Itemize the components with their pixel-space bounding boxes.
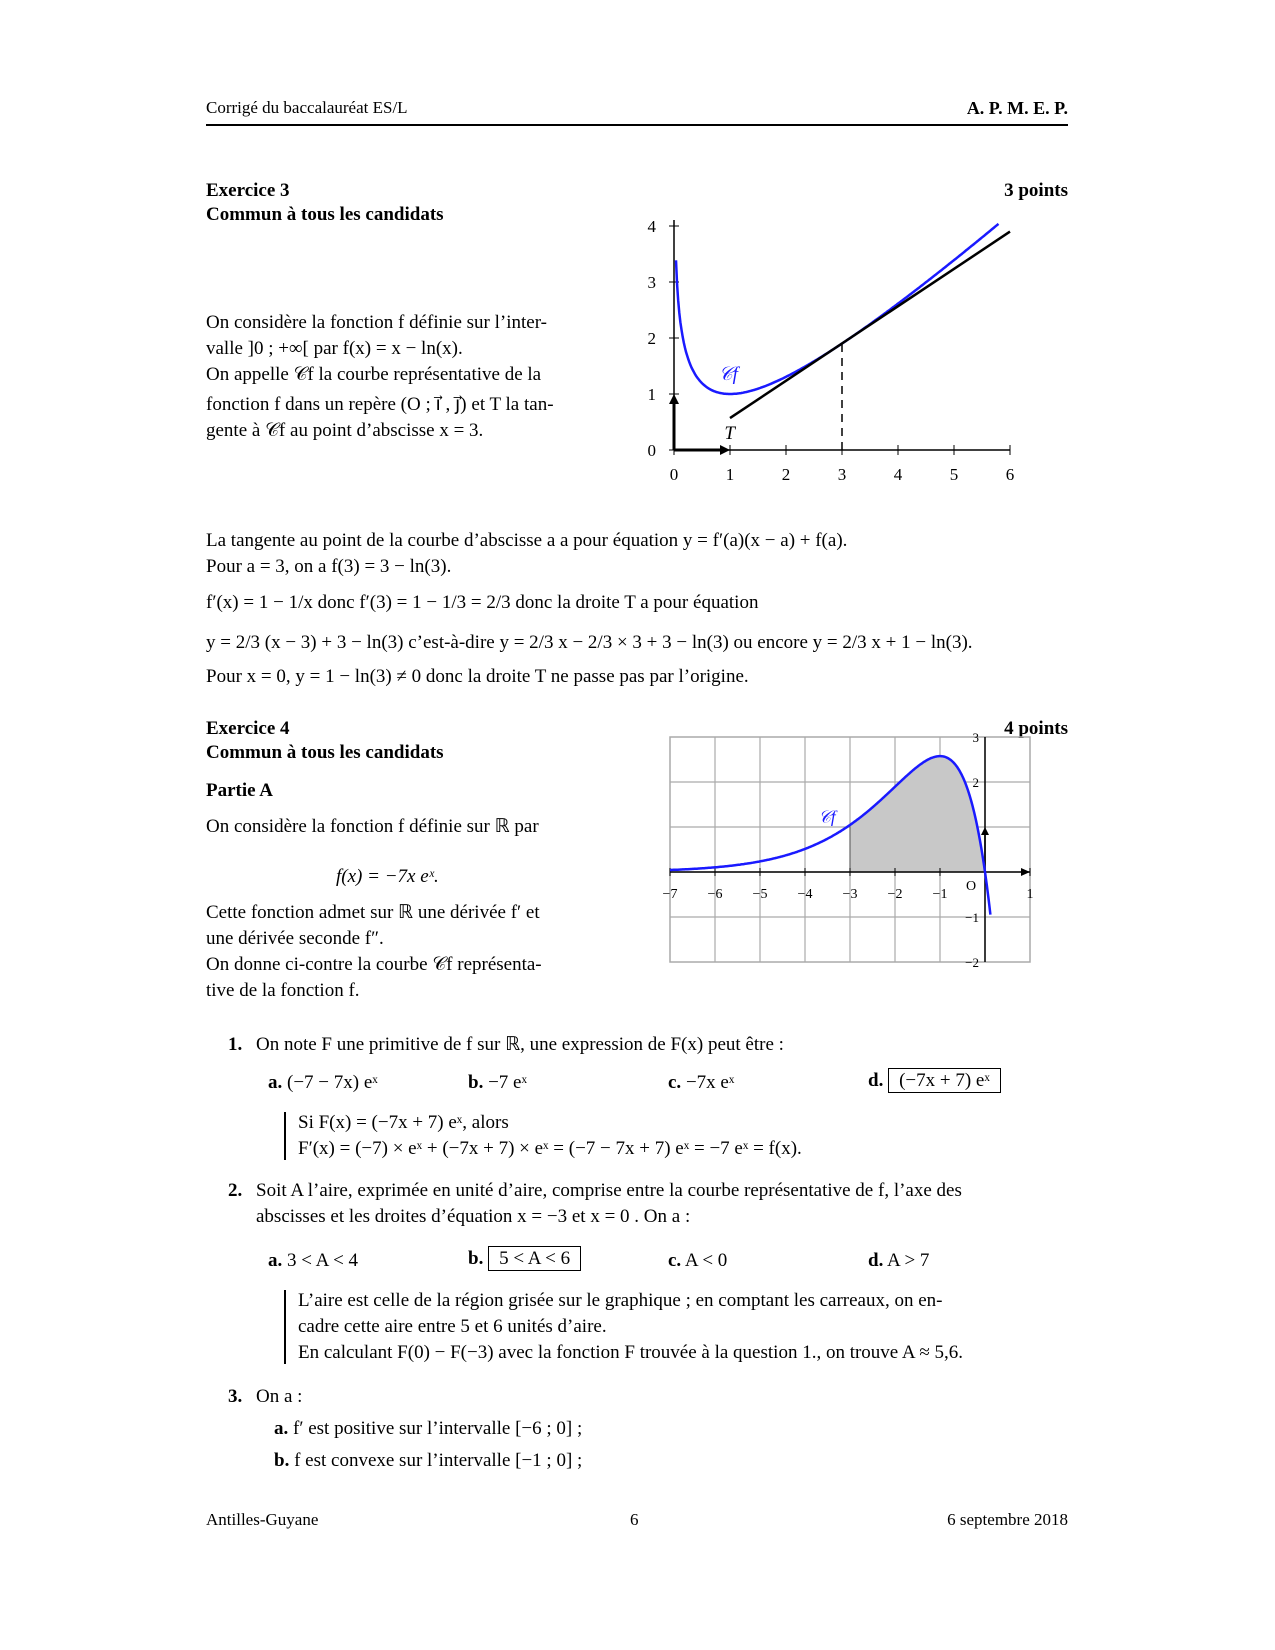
q1-option-a (268, 1070, 378, 1096)
y-tick-label: −2 (965, 955, 979, 970)
ex4-partA: Partie A (206, 780, 274, 801)
x-tick-label: −3 (842, 887, 858, 902)
y-tick-label: 4 (647, 217, 656, 236)
q2-option-d (868, 1248, 929, 1274)
option-label: a. (268, 1250, 283, 1271)
intro-line: On donne ci-contre la courbe 𝒞f représenta- (206, 954, 542, 975)
answer-line: F′(x) = (−7) × eˣ + (−7x + 7) × eˣ = (−7 − 7x + 7) eˣ = −7 eˣ = f(x). (298, 1138, 802, 1159)
ex4-intro2 (206, 900, 606, 1004)
option-label: c. (668, 1072, 682, 1093)
chart-ex4 (662, 730, 1070, 1020)
y-tick-label: 3 (647, 273, 656, 292)
ex3-intro-line: valle ]0 ; +∞[ par f(x) = x − ln(x). (206, 338, 463, 359)
x-tick-label: −1 (932, 887, 948, 902)
arrow-j (669, 394, 679, 404)
q3-num: 3. (228, 1386, 243, 1407)
footer-page: 6 (630, 1510, 639, 1529)
answer-line: L’aire est celle de la région grisée sur le graphique ; en comptant les carreaux, on en- (298, 1290, 943, 1311)
y-tick-label: 0 (647, 441, 656, 460)
answer-line: cadre cette aire entre 5 et 6 unités d’aire. (298, 1316, 607, 1337)
q1-option-c (668, 1070, 734, 1096)
y-tick-label: 2 (972, 775, 979, 790)
y-tick-label: −1 (965, 910, 979, 925)
answer-line: Si F(x) = (−7x + 7) eˣ, alors (298, 1112, 509, 1133)
intro-line: Cette fonction admet sur ℝ une dérivée f′ et (206, 902, 540, 923)
option-text: −7 eˣ (488, 1072, 527, 1093)
q2-option-b (468, 1246, 581, 1272)
tangent-line (730, 232, 1010, 418)
x-axis-arrow (1021, 868, 1030, 876)
q2-num: 2. (228, 1180, 243, 1201)
ex3-points: 3 points (1004, 180, 1068, 201)
option-text: f est convexe sur l’intervalle [−1 ; 0] ; (294, 1450, 583, 1471)
q1-option-d (868, 1068, 1001, 1094)
option-label: d. (868, 1070, 884, 1091)
ex3-solution (206, 528, 1086, 690)
ex3-subtitle: Commun à tous les candidats (206, 204, 444, 225)
option-text-boxed: (−7x + 7) eˣ (888, 1068, 1001, 1093)
x-tick-label: 3 (837, 465, 847, 484)
option-label: b. (274, 1450, 290, 1471)
arrow-i (720, 445, 730, 455)
option-label: a. (274, 1418, 289, 1439)
y-tick-label: 3 (972, 730, 979, 745)
ex4-points: 4 points (1004, 718, 1068, 739)
solution-line: Pour x = 0, y = 1 − ln(3) ≠ 0 donc la droite T ne passe pas par l’origine. (206, 666, 749, 687)
shaded-area (850, 756, 985, 872)
solution-line: f′(x) = 1 − 1/x donc f′(3) = 1 − 1/3 = 2/3 donc la droite T a pour équation (206, 592, 759, 613)
q2-answer (298, 1288, 1078, 1366)
y-tick-label: 2 (647, 329, 656, 348)
option-label: d. (868, 1250, 884, 1271)
q2-option-c (668, 1248, 727, 1274)
ex3-title: Exercice 3 (206, 180, 290, 201)
option-label: a. (268, 1072, 283, 1093)
unit-j-arrow (981, 827, 989, 835)
q1-answer (298, 1110, 802, 1162)
option-label: b. (468, 1072, 484, 1093)
option-text: A > 7 (887, 1250, 930, 1271)
ex3-intro-line: On considère la fonction f définie sur l’inter- (206, 312, 547, 333)
q3-option-b (274, 1448, 582, 1474)
answer-line: En calculant F(0) − F(−3) avec la fonction F trouvée à la question 1., on trouve A ≈ 5,6. (298, 1342, 964, 1363)
intro-line: tive de la fonction f. (206, 980, 360, 1001)
x-tick-label: −4 (797, 887, 813, 902)
q2-text (256, 1178, 1076, 1230)
x-tick-label: 1 (1026, 887, 1034, 902)
answer-bar (284, 1290, 286, 1364)
ex3-intro (206, 310, 606, 444)
x-tick-label: O (965, 879, 977, 894)
x-tick-label: −2 (887, 887, 903, 902)
solution-line: y = 2/3 (x − 3) + 3 − ln(3) c’est-à-dire y = 2/3 x − 2/3 × 3 + 3 − ln(3) ou encore y = 2/3 x + 1 − ln(3). (206, 632, 973, 653)
x-tick-label: 4 (893, 465, 903, 484)
curve-label: 𝒞f (818, 807, 836, 827)
x-tick-label: 1 (725, 465, 735, 484)
q3-option-a (274, 1416, 582, 1442)
ex3-intro-line: gente à 𝒞f au point d’abscisse x = 3. (206, 420, 484, 441)
tangent-label: T (724, 422, 735, 444)
q1-num: 1. (228, 1034, 243, 1055)
x-tick-label: −6 (707, 887, 723, 902)
header-rule (206, 124, 1068, 126)
ex4-intro1: On considère la fonction f définie sur ℝ par (206, 816, 539, 837)
q2-line: abscisses et les droites d’équation x = −3 et x = 0 . On a : (256, 1206, 691, 1227)
q2-option-a (268, 1248, 358, 1274)
option-text: (−7 − 7x) eˣ (287, 1072, 378, 1093)
option-text: 3 < A < 4 (287, 1250, 359, 1271)
option-text-boxed: 5 < A < 6 (488, 1246, 581, 1271)
x-tick-label: 5 (949, 465, 959, 484)
option-text: −7x eˣ (685, 1072, 735, 1093)
option-label: b. (468, 1248, 484, 1269)
answer-bar (284, 1112, 286, 1160)
q2-line: Soit A l’aire, exprimée en unité d’aire, comprise entre la courbe représentative de f, l’axe des (256, 1180, 962, 1201)
q1-option-b (468, 1070, 527, 1096)
intro-line: une dérivée seconde f″. (206, 928, 384, 949)
y-tick-label: 1 (647, 385, 656, 404)
footer-right: 6 septembre 2018 (947, 1510, 1068, 1529)
curve-label: 𝒞f (718, 364, 738, 385)
header-left: Corrigé du baccalauréat ES/L (206, 98, 408, 117)
ex3-intro-line: fonction f dans un repère (O ; ı⃗ , ȷ⃗) et T la tan- (206, 394, 554, 415)
chart-ex3 (647, 217, 1080, 510)
x-tick-label: 2 (781, 465, 791, 484)
q1-text: On note F une primitive de f sur ℝ, une expression de F(x) peut être : (256, 1034, 784, 1055)
solution-line: La tangente au point de la courbe d’abscisse a a pour équation y = f′(a)(x − a) + f(a). (206, 530, 848, 551)
option-text: A < 0 (684, 1250, 728, 1271)
footer-left: Antilles-Guyane (206, 1510, 319, 1529)
option-label: c. (668, 1250, 682, 1271)
x-tick-label: −5 (752, 887, 768, 902)
ex3-intro-line: On appelle 𝒞f la courbe représentative de la (206, 364, 542, 385)
ex4-formula: f(x) = −7x eˣ. (336, 866, 439, 887)
x-tick-label: 6 (1005, 465, 1015, 484)
header-right: A. P. M. E. P. (966, 98, 1068, 118)
ex4-subtitle: Commun à tous les candidats (206, 742, 444, 763)
option-text: f′ est positive sur l’intervalle [−6 ; 0] ; (293, 1418, 583, 1439)
x-tick-label: 0 (669, 465, 679, 484)
q3-text: On a : (256, 1386, 303, 1407)
x-tick-label: −7 (662, 887, 678, 902)
ex4-title: Exercice 4 (206, 718, 290, 739)
solution-line: Pour a = 3, on a f(3) = 3 − ln(3). (206, 556, 452, 577)
